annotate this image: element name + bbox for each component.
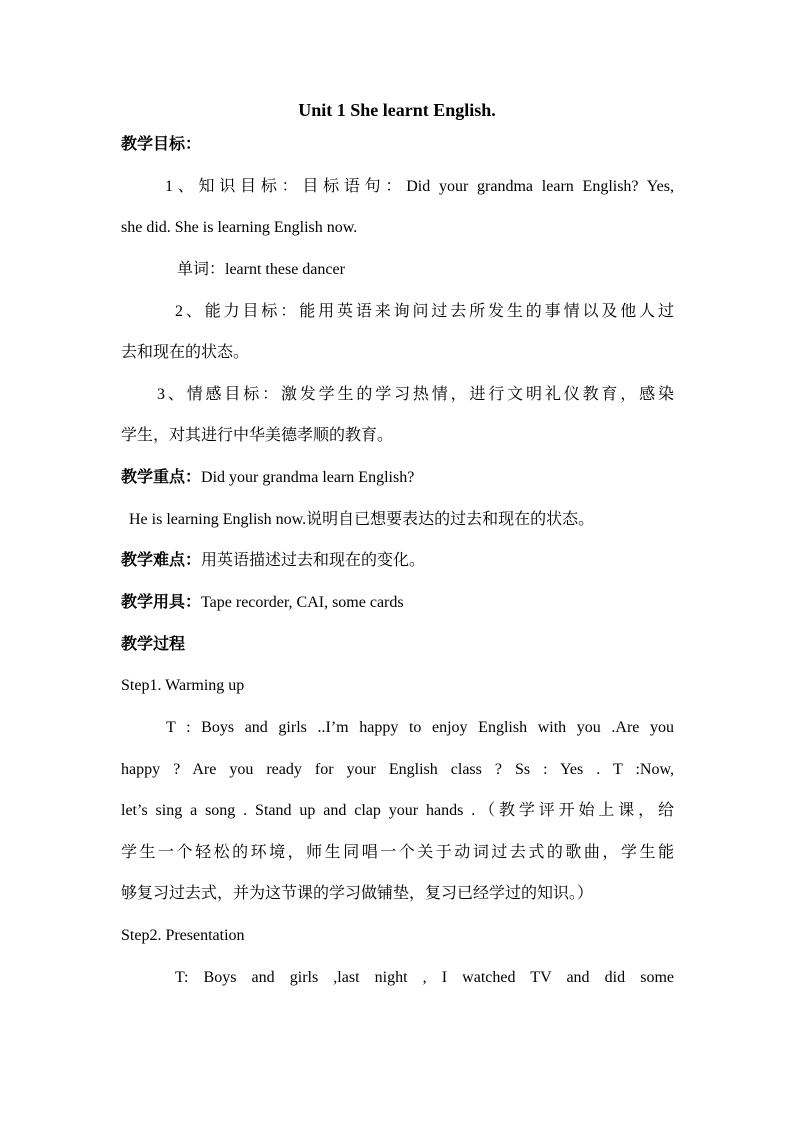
knowledge-goal-line1: 1、知识目标：目标语句：Did your grandma learn English? Yes, <box>165 178 674 195</box>
difficulties-text: 用英语描述过去和现在的变化。 <box>201 552 426 569</box>
difficulties-line <box>121 548 425 574</box>
step1-line3: let’s sing a song . Stand up and clap your hands .（教学评开始上课，给 <box>121 802 674 819</box>
difficulties-label: 教学难点： <box>121 552 202 569</box>
tools-text: Tape recorder, CAI, some cards <box>201 594 404 611</box>
goals-heading: 教学目标： <box>121 136 202 153</box>
step2-line1: T: Boys and girls ,last night , I watched TV and did some <box>175 969 674 986</box>
step1-line1: T : Boys and girls ..I’m happy to enjoy English with you .Are you <box>166 719 674 736</box>
tools-line <box>121 590 404 616</box>
step1-title: Step1. Warming up <box>121 677 245 694</box>
tools-label: 教学用具： <box>121 594 202 611</box>
emotion-goal-line1: 3、情感目标：激发学生的学习热情，进行文明礼仪教育，感染 <box>157 386 674 403</box>
key-points-text: Did your grandma learn English? <box>201 469 415 486</box>
emotion-goal-line2: 学生，对其进行中华美德孝顺的教育。 <box>121 427 394 444</box>
step1-line4: 学生一个轻松的环境，师生同唱一个关于动词过去式的歌曲，学生能 <box>121 844 674 861</box>
knowledge-goal-line2: she did. She is learning English now. <box>121 219 358 236</box>
document-title: Unit 1 She learnt English. <box>298 100 496 120</box>
step1-line5: 够复习过去式，并为这节课的学习做铺垫，复习已经学过的知识。） <box>121 885 594 902</box>
ability-goal-line1: 2、能力目标：能用英语来询问过去所发生的事情以及他人过 <box>175 303 674 320</box>
key-points-line1 <box>121 465 414 491</box>
key-points-label: 教学重点： <box>121 469 202 486</box>
step2-title: Step2. Presentation <box>121 927 245 944</box>
vocabulary-line: 单词：learnt these dancer <box>177 261 345 278</box>
ability-goal-line2: 去和现在的状态。 <box>121 344 250 361</box>
key-points-line2: He is learning English now.说明自已想要表达的过去和现在的状态。 <box>129 511 595 528</box>
step1-line2: happy ? Are you ready for your English class ? Ss : Yes . T :Now, <box>121 761 674 778</box>
process-heading: 教学过程 <box>121 636 186 653</box>
